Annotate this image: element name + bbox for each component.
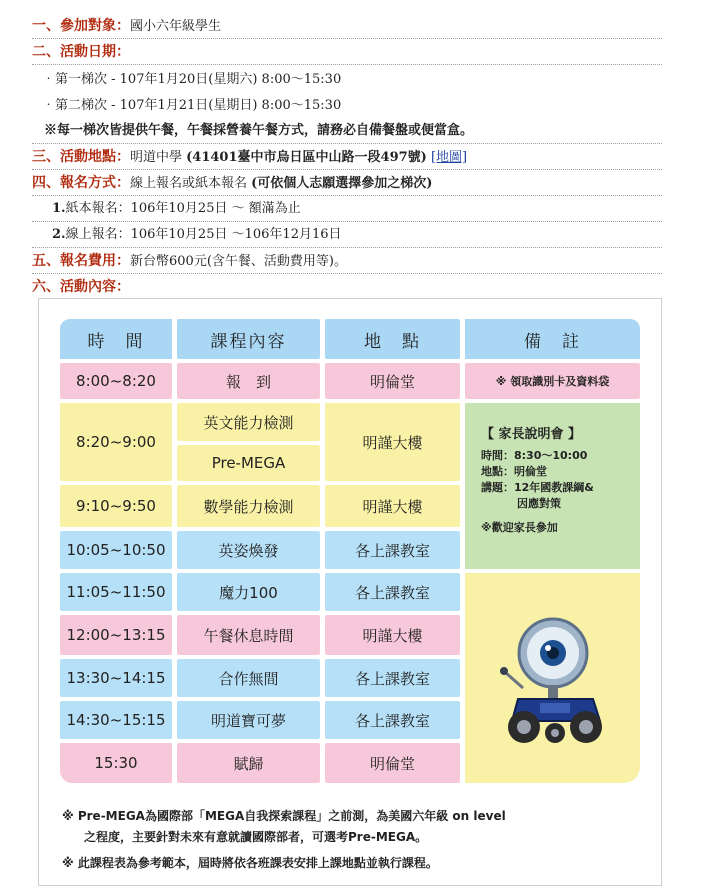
parent-topic-2: 因應對策: [517, 497, 561, 510]
info-location: [32, 144, 662, 170]
location-address: (41401臺中市烏日區中山路一段497號): [186, 150, 427, 165]
parent-briefing: [465, 403, 640, 569]
info-signup: [32, 170, 662, 196]
row3-time: 9:10~9:50: [60, 485, 172, 527]
fee-text: 新台幣600元(含午餐、活動費用等)。: [130, 254, 347, 269]
row1-remark: ※ 領取識別卡及資料袋: [465, 363, 640, 399]
row2-time: 8:20~9:00: [60, 403, 172, 481]
row2-course: 英文能力檢測: [177, 403, 320, 441]
header-remark: 備 註: [465, 319, 640, 359]
footnote-2: ※ 此課程表為參考範本，屆時將依各班課表安排上課地點並執行課程。: [62, 856, 438, 870]
row6-course: 午餐休息時間: [177, 615, 320, 655]
parent-title: 【 家長說明會 】: [481, 427, 582, 442]
content-label: 六、活動內容：: [32, 279, 130, 295]
row3-place: 明謹大樓: [325, 485, 460, 527]
row5-course: 魔力100: [177, 573, 320, 611]
row8-course: 明道寶可夢: [177, 701, 320, 739]
row1-time: 8:00~8:20: [60, 363, 172, 399]
robot-mascot-icon: [488, 603, 618, 753]
row1-place: 明倫堂: [325, 363, 460, 399]
row2-place: 明謹大樓: [325, 403, 460, 481]
row6-time: 12:00~13:15: [60, 615, 172, 655]
row6-place: 明謹大樓: [325, 615, 460, 655]
row4-place: 各上課教室: [325, 531, 460, 569]
row9-course: 賦歸: [177, 743, 320, 783]
signup-text: 線上報名或紙本報名: [130, 176, 252, 191]
header-time: 時 間: [60, 319, 172, 359]
date-label: 二、活動日期：: [32, 44, 130, 60]
row7-place: 各上課教室: [325, 659, 460, 697]
row1-course: 報 到: [177, 363, 320, 399]
info-date: [32, 39, 662, 65]
map-link[interactable]: [地圖]: [430, 150, 468, 165]
fee-label: 五、報名費用：: [32, 253, 130, 269]
row7-course: 合作無間: [177, 659, 320, 697]
signup-paper-text: 紙本報名：106年10月25日 ～ 額滿為止: [65, 201, 301, 216]
location-label: 三、活動地點：: [32, 149, 130, 165]
row7-time: 13:30~14:15: [60, 659, 172, 697]
signup-paper: [32, 196, 662, 222]
parent-topic: 講題：12年國教課綱&: [481, 481, 594, 494]
footnote-1b: 之程度，主要針對未來有意就讀國際部者，可選考Pre-MEGA。: [84, 830, 428, 844]
row8-place: 各上課教室: [325, 701, 460, 739]
signup-extra: (可依個人志願選擇參加之梯次): [251, 176, 433, 191]
session-2-text: ‧第二梯次 - 107年1月21日(星期日) 8:00～15:30: [42, 98, 342, 113]
parent-place: 地點：明倫堂: [481, 465, 547, 478]
row3-course: 數學能力檢測: [177, 485, 320, 527]
row8-time: 14:30~15:15: [60, 701, 172, 739]
lunch-note: [32, 118, 662, 144]
row5-place: 各上課教室: [325, 573, 460, 611]
header-course: 課程內容: [177, 319, 320, 359]
row2-course-2: Pre-MEGA: [177, 445, 320, 481]
session-1-text: ‧第一梯次 - 107年1月20日(星期六) 8:00～15:30: [42, 72, 342, 87]
header-place: 地 點: [325, 319, 460, 359]
signup-online: [32, 222, 662, 248]
signup-online-text: 線上報名：106年10月25日 ～106年12月16日: [65, 227, 342, 242]
location-text: 明道中學: [130, 150, 187, 165]
row9-place: 明倫堂: [325, 743, 460, 783]
target-text: 國小六年級學生: [130, 19, 222, 34]
info-fee: [32, 248, 662, 274]
session-2: [32, 93, 662, 119]
signup-label: 四、報名方式：: [32, 175, 130, 191]
signup-online-num: 2.: [52, 227, 66, 242]
row9-time: 15:30: [60, 743, 172, 783]
row5-time: 11:05~11:50: [60, 573, 172, 611]
robot-card: [465, 573, 640, 783]
info-target: [32, 13, 662, 39]
session-1: [32, 67, 662, 93]
lunch-note-text: ※每一梯次皆提供午餐，午餐採營養午餐方式，請務必自備餐盤或便當盒。: [44, 123, 474, 138]
signup-paper-num: 1.: [52, 201, 66, 216]
info-content: [32, 274, 662, 300]
parent-welcome: ※歡迎家長參加: [481, 521, 558, 534]
parent-time: 時間：8:30～10:00: [481, 449, 588, 462]
footnote-1a: ※ Pre-MEGA為國際部「MEGA自我探索課程」之前測，為美國六年級 on level: [62, 809, 506, 823]
row4-time: 10:05~10:50: [60, 531, 172, 569]
target-label: 一、參加對象：: [32, 18, 130, 34]
row4-course: 英姿煥發: [177, 531, 320, 569]
